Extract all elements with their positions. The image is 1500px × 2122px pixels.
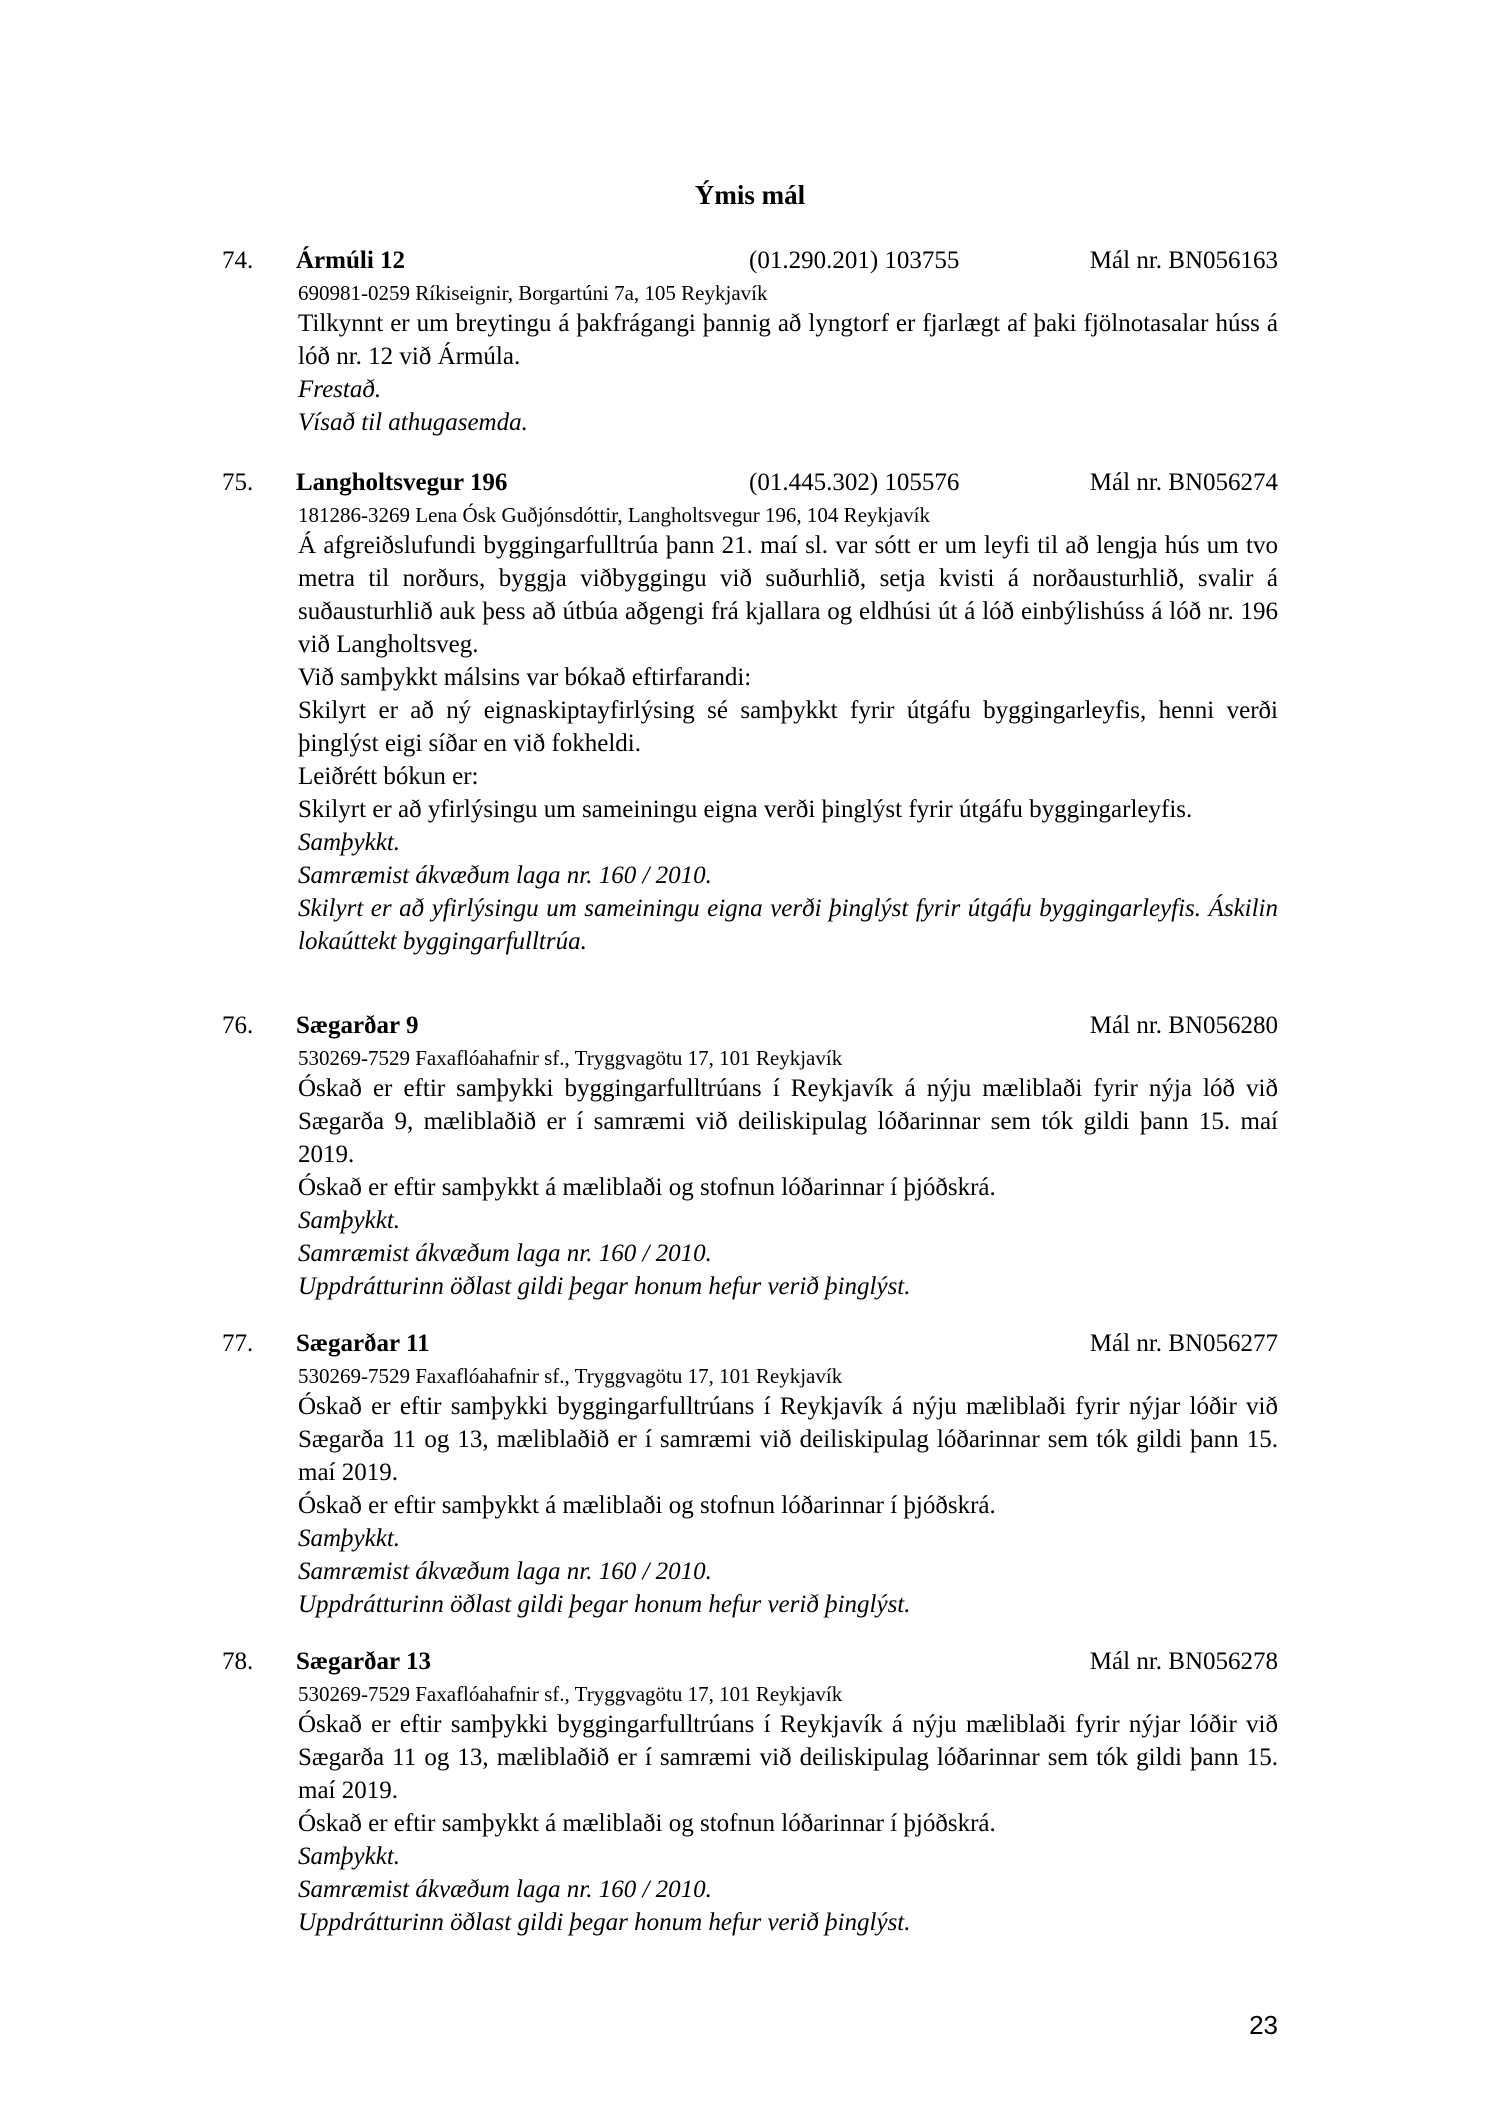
case-item (222, 469, 1278, 958)
case-decision: Samþykkt. (298, 1207, 401, 1234)
case-reference: Mál nr. BN056278 (1089, 1648, 1278, 1675)
case-decision: Skilyrt er að yfirlýsingu um sameiningu eigna verði þinglýst fyrir útgáfu byggingarleyfis. Áskilin lokaúttekt byggingarfulltrúa. (298, 895, 1278, 955)
case-item (222, 1012, 1278, 1303)
case-number: 77. (222, 1330, 254, 1357)
case-paragraph: Tilkynnt er um breytingu á þakfrágangi þannig að lyngtorf er fjarlægt af þaki fjölnotasalar húss á lóð nr. 12 við Ármúla. (298, 310, 1278, 370)
case-decision: Samræmist ákvæðum laga nr. 160 / 2010. (298, 862, 712, 889)
case-address: Langholtsvegur 196 (296, 469, 508, 496)
case-header (222, 1648, 1278, 1680)
case-reference: Mál nr. BN056280 (1089, 1012, 1278, 1039)
case-paragraph: Á afgreiðslufundi byggingarfulltrúa þann 21. maí sl. var sótt er um leyfi til að lengja hús um tvo metra til norðurs, byggja viðbyggingu við suðurhlið, setja kvisti á norðausturhlið, svalir á suðausturhlið auk þess að útbúa aðgengi frá kjallara og eldhúsi út á lóð einbýlishúss á lóð nr. 196 við Langholtsveg. (298, 532, 1278, 658)
case-applicant: 181286-3269 Lena Ósk Guðjónsdóttir, Langholtsvegur 196, 104 Reykjavík (298, 503, 930, 527)
page-number: 23 (1249, 2010, 1278, 2040)
case-decision: Samræmist ákvæðum laga nr. 160 / 2010. (298, 1240, 712, 1267)
case-decision: Uppdrátturinn öðlast gildi þegar honum hefur verið þinglýst. (298, 1591, 911, 1618)
case-header (222, 1330, 1278, 1362)
case-number: 75. (222, 469, 254, 496)
case-reference: Mál nr. BN056163 (1089, 247, 1278, 274)
case-decision: Samræmist ákvæðum laga nr. 160 / 2010. (298, 1558, 712, 1585)
case-body (298, 279, 1278, 439)
case-paragraph: Skilyrt er að yfirlýsingu um sameiningu eigna verði þinglýst fyrir útgáfu byggingarleyfis. (298, 796, 1193, 823)
case-item (222, 1330, 1278, 1621)
case-body (298, 1362, 1278, 1621)
case-decision: Vísað til athugasemda. (298, 409, 528, 436)
case-applicant: 530269-7529 Faxaflóahafnir sf., Tryggvagötu 17, 101 Reykjavík (298, 1364, 843, 1388)
case-paragraph: Óskað er eftir samþykki byggingarfulltrúans í Reykjavík á nýju mæliblaði fyrir nýjar lóðir við Sægarða 11 og 13, mæliblaðið er í samræmi við deiliskipulag lóðarinnar sem tók gildi þann 15. maí 2019. (298, 1711, 1278, 1804)
case-reference: Mál nr. BN056277 (1089, 1330, 1278, 1357)
case-address: Sægarðar 11 (296, 1330, 430, 1357)
case-applicant: 690981-0259 Ríkiseignir, Borgartúni 7a, 105 Reykjavík (298, 281, 768, 305)
case-header (222, 247, 1278, 279)
case-lot-number: (01.290.201) 103755 (749, 247, 960, 274)
case-decision: Uppdrátturinn öðlast gildi þegar honum hefur verið þinglýst. (298, 1273, 911, 1300)
case-decision: Samþykkt. (298, 829, 401, 856)
case-number: 74. (222, 247, 254, 274)
case-decision: Uppdrátturinn öðlast gildi þegar honum hefur verið þinglýst. (298, 1909, 911, 1936)
case-paragraph: Óskað er eftir samþykki byggingarfulltrúans í Reykjavík á nýju mæliblaði fyrir nýja lóð við Sægarða 9, mæliblaðið er í samræmi við deiliskipulag lóðarinnar sem tók gildi þann 15. maí 2019. (298, 1075, 1278, 1168)
case-paragraph: Við samþykkt málsins var bókað eftirfarandi: (298, 664, 752, 691)
case-decision: Samþykkt. (298, 1525, 401, 1552)
case-paragraph: Óskað er eftir samþykki byggingarfulltrúans í Reykjavík á nýju mæliblaði fyrir nýjar lóðir við Sægarða 11 og 13, mæliblaðið er í samræmi við deiliskipulag lóðarinnar sem tók gildi þann 15. maí 2019. (298, 1393, 1278, 1486)
case-header (222, 1012, 1278, 1044)
case-decision: Samþykkt. (298, 1843, 401, 1870)
case-paragraph: Óskað er eftir samþykkt á mæliblaði og stofnun lóðarinnar í þjóðskrá. (298, 1492, 996, 1519)
case-decision: Samræmist ákvæðum laga nr. 160 / 2010. (298, 1876, 712, 1903)
case-address: Sægarðar 13 (296, 1648, 431, 1675)
case-body (298, 1680, 1278, 1939)
case-body (298, 501, 1278, 958)
section-title: Ýmis mál (694, 180, 806, 210)
case-applicant: 530269-7529 Faxaflóahafnir sf., Tryggvagötu 17, 101 Reykjavík (298, 1046, 843, 1070)
case-paragraph: Óskað er eftir samþykkt á mæliblaði og stofnun lóðarinnar í þjóðskrá. (298, 1810, 996, 1837)
case-header (222, 469, 1278, 501)
case-number: 78. (222, 1648, 254, 1675)
case-reference: Mál nr. BN056274 (1089, 469, 1278, 496)
case-number: 76. (222, 1012, 254, 1039)
case-item (222, 1648, 1278, 1939)
case-applicant: 530269-7529 Faxaflóahafnir sf., Tryggvagötu 17, 101 Reykjavík (298, 1682, 843, 1706)
case-paragraph: Leiðrétt bókun er: (298, 763, 479, 790)
case-lot-number: (01.445.302) 105576 (749, 469, 960, 496)
case-address: Ármúli 12 (296, 247, 406, 274)
case-decision: Frestað. (298, 376, 382, 403)
case-paragraph: Óskað er eftir samþykkt á mæliblaði og stofnun lóðarinnar í þjóðskrá. (298, 1174, 996, 1201)
case-paragraph: Skilyrt er að ný eignaskiptayfirlýsing sé samþykkt fyrir útgáfu byggingarleyfis, henni verði þinglýst eigi síðar en við fokheldi. (298, 697, 1278, 757)
case-address: Sægarðar 9 (296, 1012, 419, 1039)
case-item (222, 247, 1278, 439)
case-body (298, 1044, 1278, 1303)
